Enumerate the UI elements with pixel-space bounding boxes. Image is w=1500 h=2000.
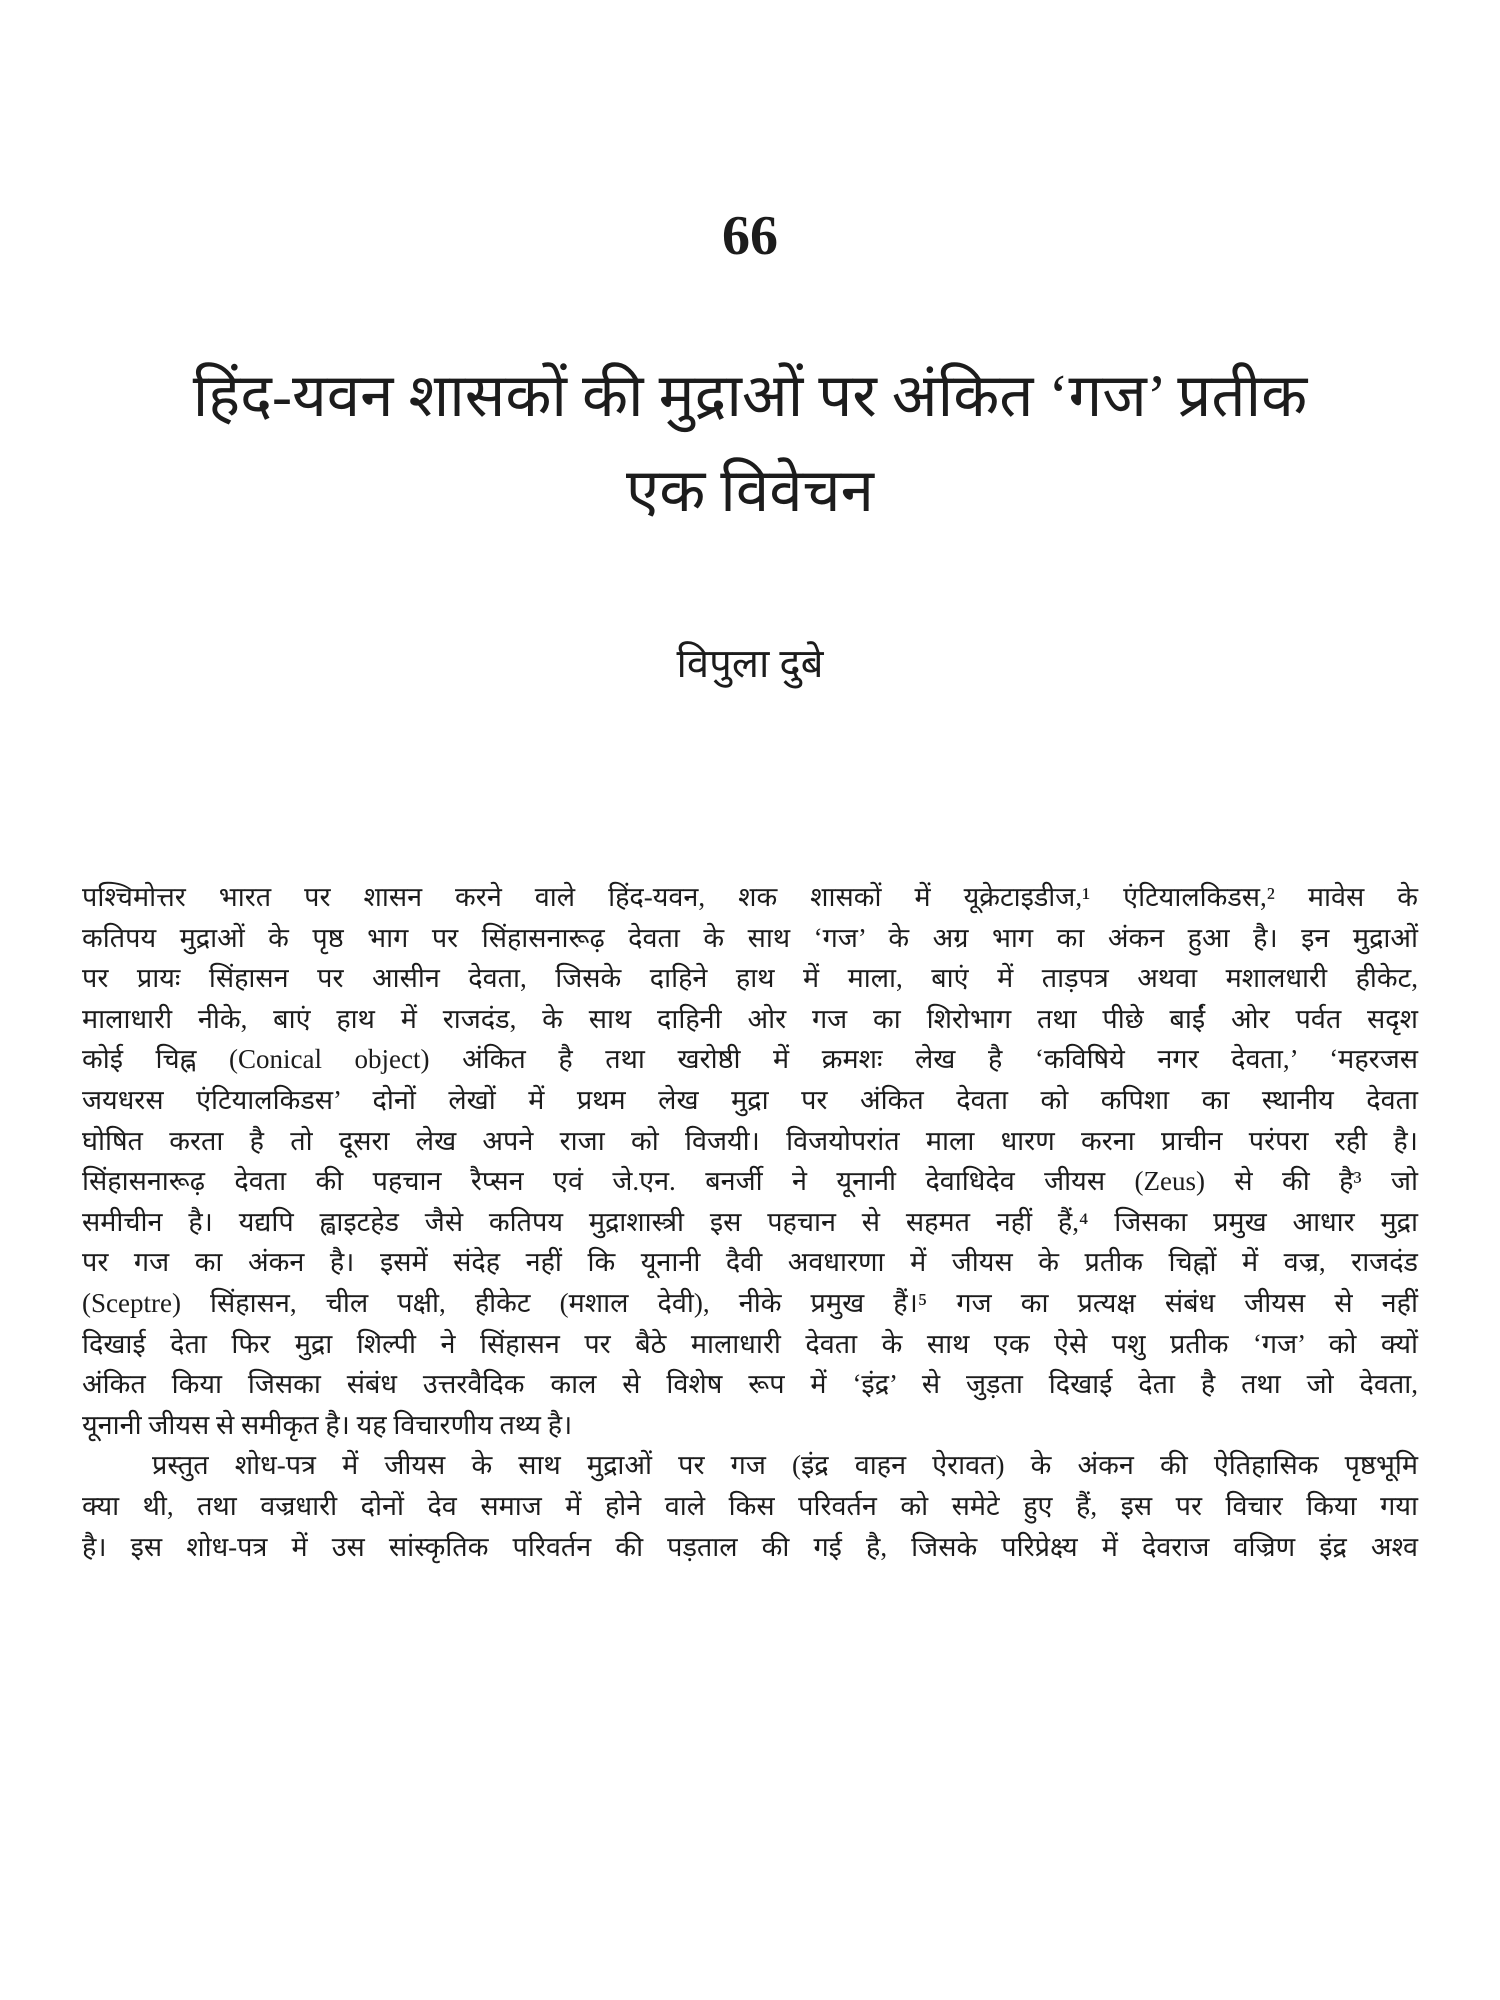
body-line: सिंहासनारूढ़ देवता की पहचान रैप्सन एवं जे.एन. बनर्जी ने यूनानी देवाधिदेव जीयस (Zeus) से की है³ जो (82, 1166, 1418, 1197)
body-line: दिखाई देता फिर मुद्रा शिल्पी ने सिंहासन पर बैठे मालाधारी देवता के साथ एक ऐसे पशु प्रतीक ‘गज’ को क्यों (82, 1328, 1418, 1359)
body-line: है। इस शोध-पत्र में उस सांस्कृतिक परिवर्तन की पड़ताल की गई है, जिसके परिप्रेक्ष्य में देवराज वज्रिण इंद्र अश्व (82, 1531, 1418, 1562)
body-paragraph-2 (82, 1445, 1418, 1567)
body-line: (Sceptre) सिंहासन, चील पक्षी, हीकेट (मशाल देवी), नीके प्रमुख हैं।⁵ गज का प्रत्यक्ष संबंध जीयस से नहीं (82, 1287, 1418, 1318)
article-title-line-1: हिंद-यवन शासकों की मुद्राओं पर अंकित ‘गज’ प्रतीक (192, 363, 1308, 429)
body-line: घोषित करता है तो दूसरा लेख अपने राजा को विजयी। विजयोपरांत माला धारण करना प्राचीन परंपरा रही है। (82, 1125, 1418, 1156)
body-line: पर गज का अंकन है। इसमें संदेह नहीं कि यूनानी दैवी अवधारणा में जीयस के प्रतीक चिह्नों में वज्र, राजदंड (82, 1247, 1418, 1278)
body-line: अंकित किया जिसका संबंध उत्तरवैदिक काल से विशेष रूप में ‘इंद्र’ से जुड़ता दिखाई देता है तथा जो देवता, (82, 1369, 1418, 1400)
author-name: विपुला दुबे (676, 641, 824, 686)
body-paragraph-1 (82, 877, 1418, 1445)
body-line: मालाधारी नीके, बाएं हाथ में राजदंड, के साथ दाहिनी ओर गज का शिरोभाग तथा पीछे बाईं ओर पर्वत सदृश (82, 1003, 1418, 1034)
body-line: कोई चिह्न (Conical object) अंकित है तथा खरोष्ठी में क्रमशः लेख है ‘कविषिये नगर देवता,’ ‘महरजस (82, 1044, 1418, 1075)
body-line: पश्चिमोत्तर भारत पर शासन करने वाले हिंद-यवन, शक शासकों में यूक्रेटाइडीज,¹ एंटियालकिडस,² मावेस के (82, 882, 1418, 912)
article-body (82, 877, 1418, 1567)
body-line: जयधरस एंटियालकिडस’ दोनों लेखों में प्रथम लेख मुद्रा पर अंकित देवता को कपिशा का स्थानीय देवता (82, 1084, 1418, 1115)
body-line: पर प्रायः सिंहासन पर आसीन देवता, जिसके दाहिने हाथ में माला, बाएं में ताड़पत्र अथवा मशालधारी हीकेट, (82, 963, 1418, 994)
body-line: प्रस्तुत शोध-पत्र में जीयस के साथ मुद्राओं पर गज (इंद्र वाहन ऐरावत) के अंकन की ऐतिहासिक पृष्ठभूमि (152, 1450, 1418, 1481)
body-line: क्या थी, तथा वज्रधारी दोनों देव समाज में होने वाले किस परिवर्तन को समेटे हुए हैं, इस पर विचार किया गया (82, 1490, 1418, 1521)
article-title-line-2: एक विवेचन (626, 458, 874, 524)
body-line: कतिपय मुद्राओं के पृष्ठ भाग पर सिंहासनारूढ़ देवता के साथ ‘गज’ के अग्र भाग का अंकन हुआ है। इन मुद्राओं (82, 922, 1418, 953)
body-line: समीचीन है। यद्यपि ह्वाइटहेड जैसे कतिपय मुद्राशास्त्री इस पहचान से सहमत नहीं हैं,⁴ जिसका प्रमुख आधार मुद्रा (82, 1206, 1418, 1237)
chapter-number: 66 (722, 205, 778, 267)
body-line: यूनानी जीयस से समीकृत है। यह विचारणीय तथ्य है। (82, 1409, 573, 1440)
